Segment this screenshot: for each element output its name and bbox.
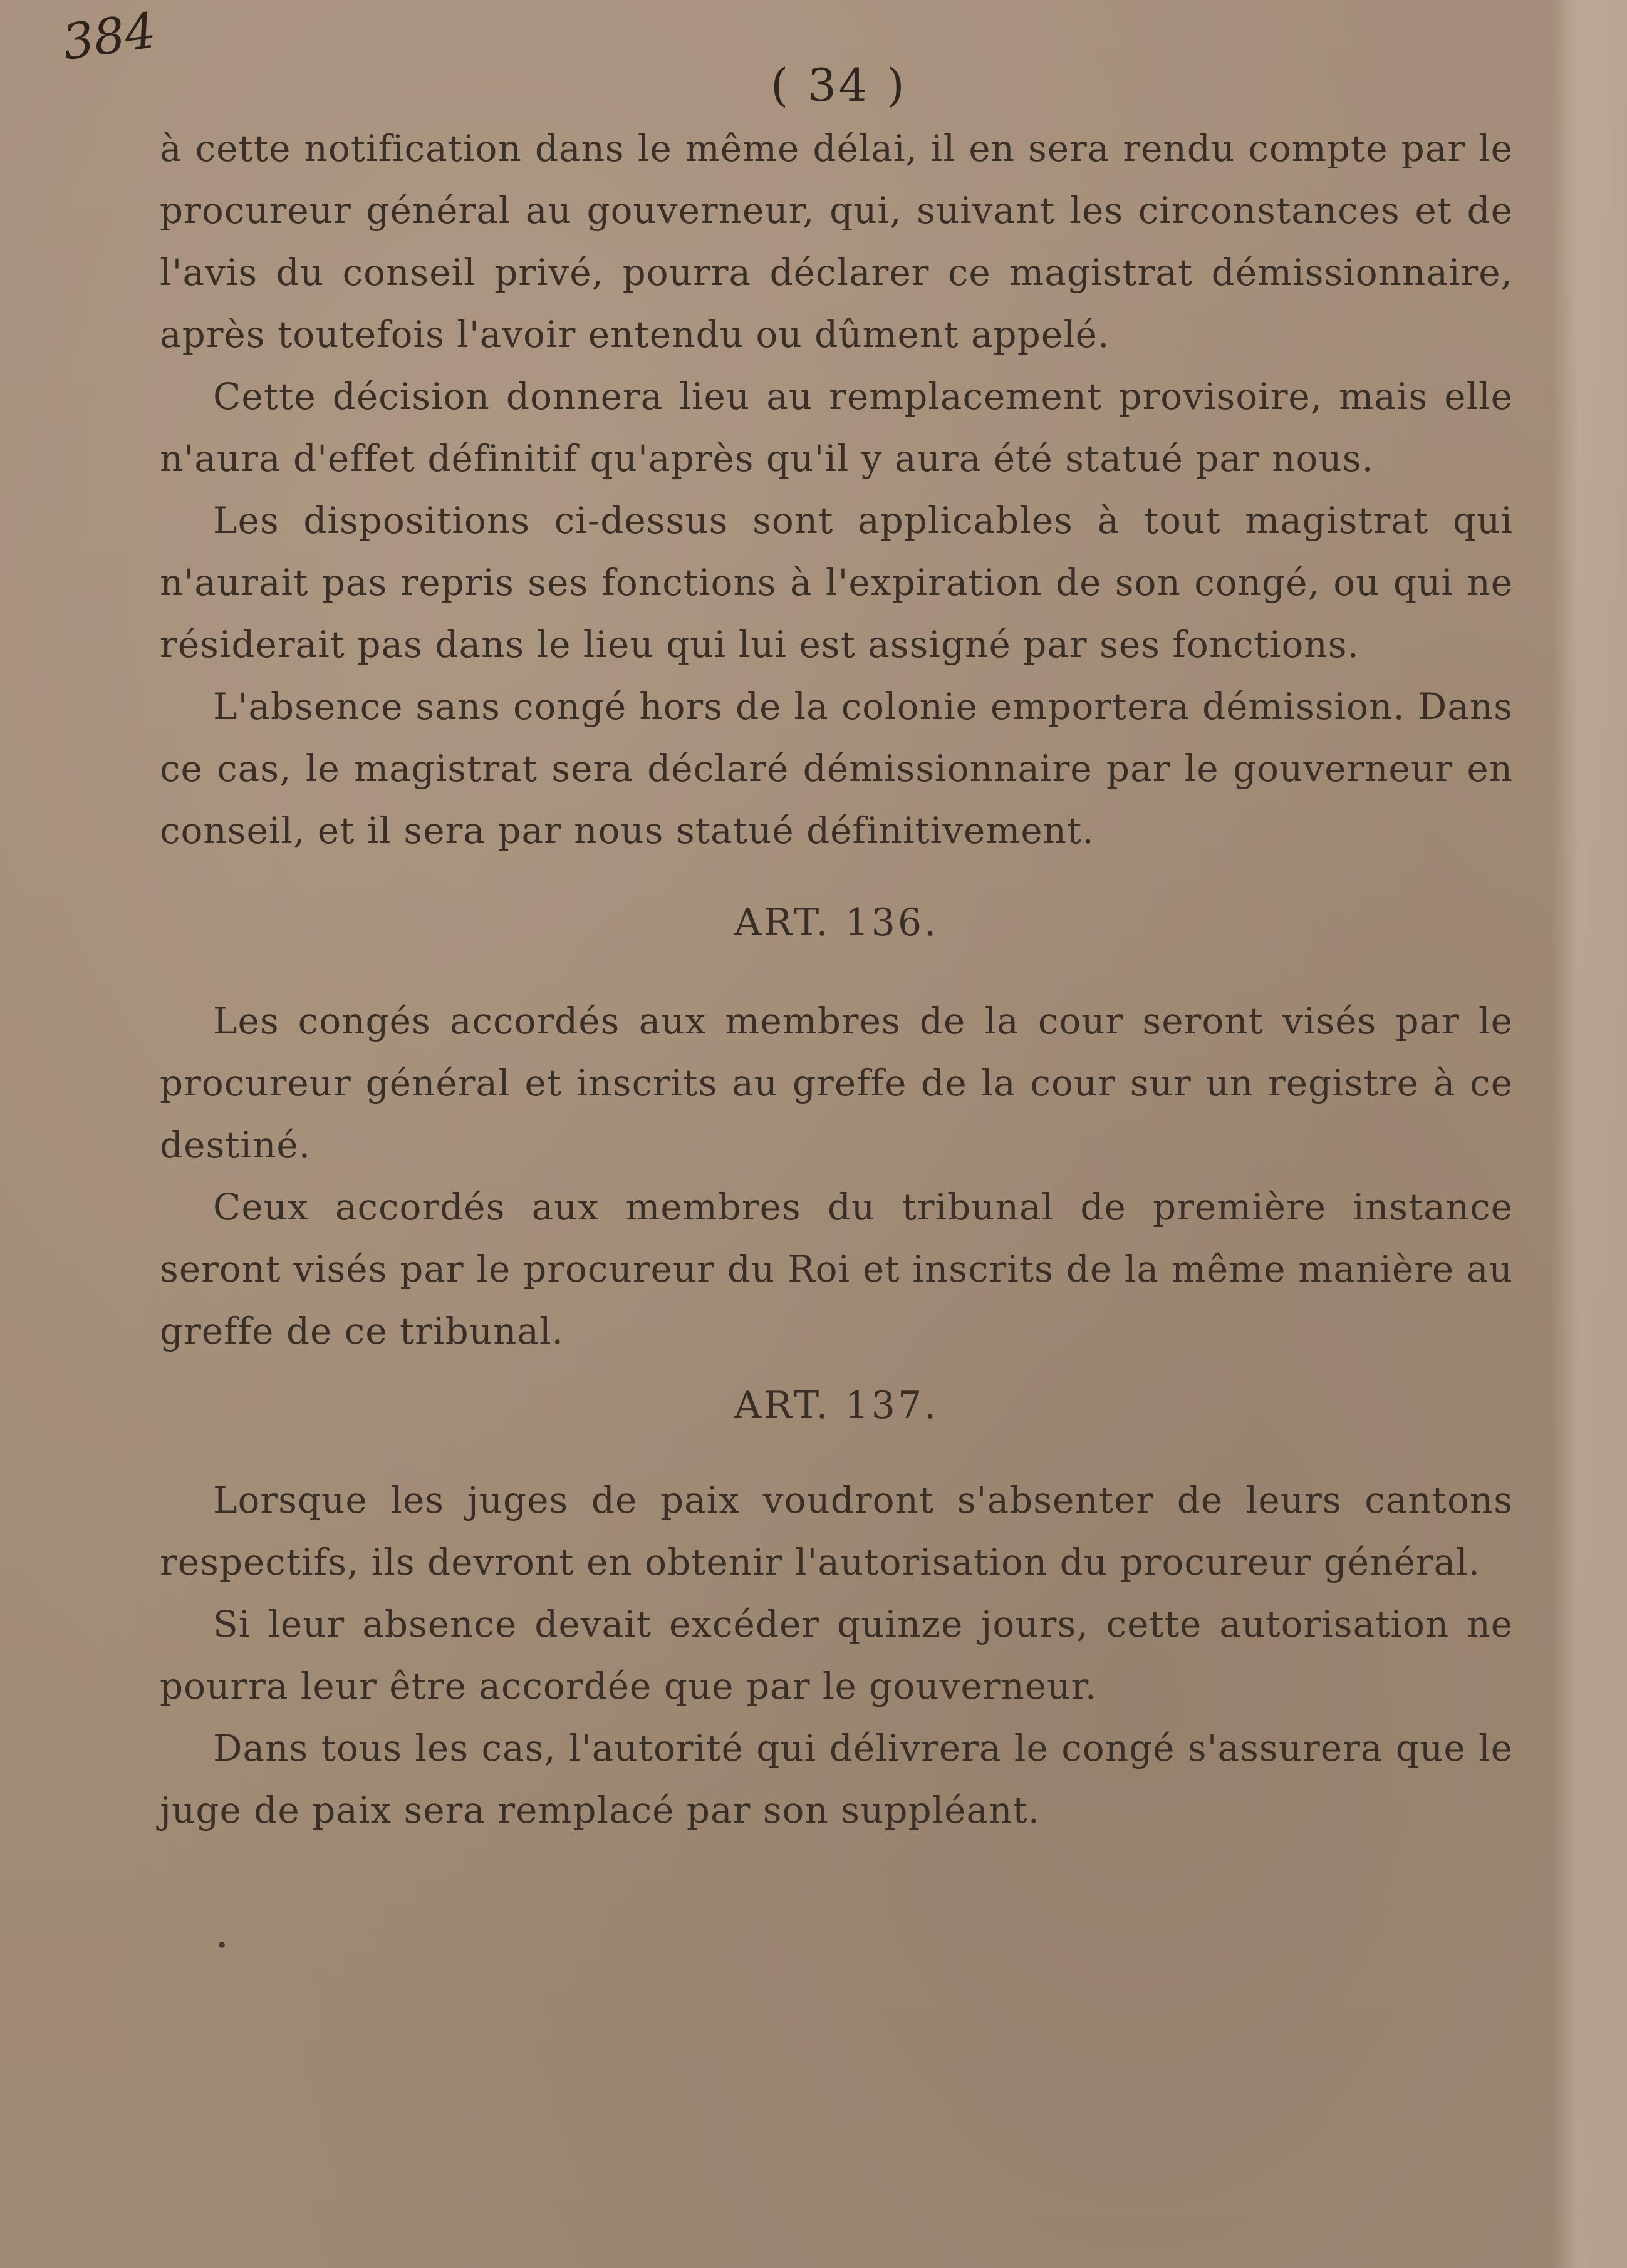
page-body <box>160 118 1513 1841</box>
article-heading-136: ART. 136. <box>734 901 939 945</box>
article-heading-137: ART. 137. <box>734 1384 939 1427</box>
page-edge-shading <box>1552 0 1627 2268</box>
paragraph: Les congés accordés aux membres de la cour seront visés par le procureur général et inscrits au greffe de la cour sur un registre à ce destiné. <box>160 1000 1513 1166</box>
paragraph: Lorsque les juges de paix voudront s'absenter de leurs cantons respectifs, ils devront en obtenir l'autorisation du procureur général. <box>160 1479 1513 1583</box>
paragraph: Si leur absence devait excéder quinze jours, cette autorisation ne pourra leur être accordée que par le gouverneur. <box>160 1603 1513 1707</box>
paragraph: L'absence sans congé hors de la colonie emportera démission. Dans ce cas, le magistrat sera déclaré démissionnaire par le gouverneur en conseil, et il sera par nous statué définitivement. <box>160 685 1513 852</box>
paragraph-continuation: à cette notification dans le même délai, il en sera rendu compte par le procureur général au gouverneur, qui, suivant les circonstances et de l'avis du conseil privé, pourra déclarer ce magistrat démissionnaire, après toutefois l'avoir entendu ou dûment appelé. <box>160 127 1513 356</box>
paragraph: Dans tous les cas, l'autorité qui délivrera le congé s'assurera que le juge de paix sera remplacé par son suppléant. <box>160 1727 1513 1831</box>
page-number: ( 34 ) <box>771 59 907 111</box>
handwritten-folio-mark: 384 <box>59 3 160 71</box>
paragraph: Cette décision donnera lieu au remplacement provisoire, mais elle n'aura d'effet définitif qu'après qu'il y aura été statué par nous. <box>160 375 1513 480</box>
paragraph: Les dispositions ci-dessus sont applicables à tout magistrat qui n'aurait pas repris ses fonctions à l'expiration de son congé, ou qui ne résiderait pas dans le lieu qui lui est assigné par ses fonctions. <box>160 499 1513 666</box>
paragraph: Ceux accordés aux membres du tribunal de première instance seront visés par le procureur du Roi et inscrits de la même manière au greffe de ce tribunal. <box>160 1186 1513 1352</box>
ink-speck <box>219 1942 225 1948</box>
